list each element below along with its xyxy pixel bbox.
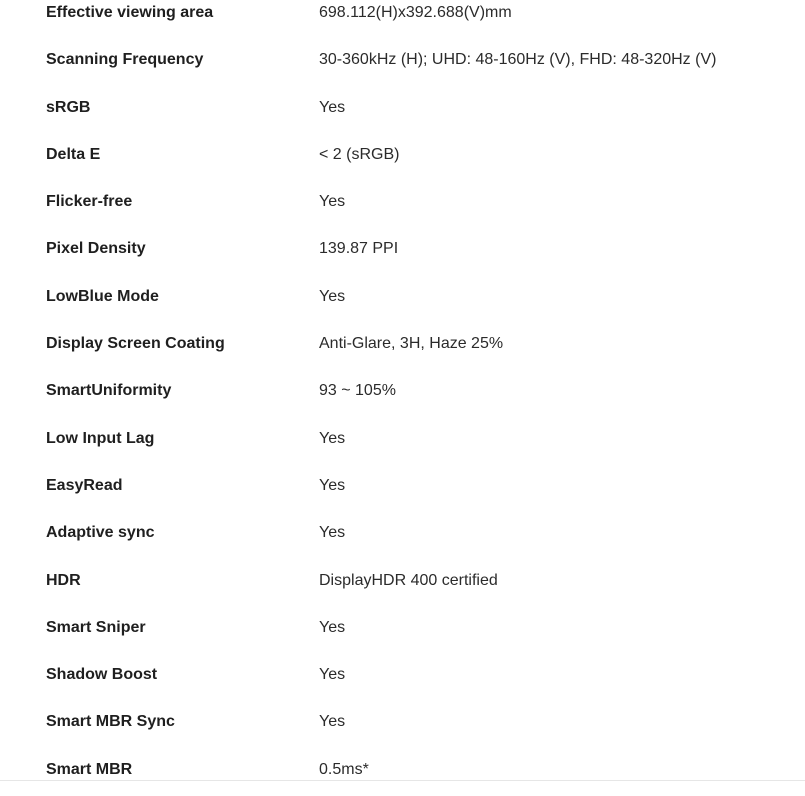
spec-value: Anti-Glare, 3H, Haze 25% (319, 335, 504, 353)
spec-label: Scanning Frequency (46, 51, 204, 69)
spec-row (0, 465, 805, 512)
spec-label: Adaptive sync (46, 524, 155, 542)
spec-value: < 2 (sRGB) (319, 145, 400, 163)
spec-label: Smart Sniper (46, 618, 146, 636)
spec-row (0, 418, 805, 465)
spec-value: 93 ~ 105% (319, 382, 396, 400)
spec-label: Pixel Density (46, 240, 146, 258)
spec-label: Smart MBR Sync (46, 713, 175, 731)
spec-row (0, 0, 805, 39)
spec-label: Effective viewing area (46, 4, 214, 21)
spec-row (0, 607, 805, 654)
spec-label: Flicker-free (46, 193, 133, 211)
spec-value: 30-360kHz (H); UHD: 48-160Hz (V), FHD: 48-320Hz (V) (319, 51, 717, 69)
spec-row (0, 323, 805, 370)
spec-row (0, 560, 805, 607)
spec-label: Smart MBR (46, 760, 133, 778)
spec-label: Display Screen Coating (46, 335, 225, 353)
spec-value: DisplayHDR 400 certified (319, 571, 498, 589)
spec-value: Yes (319, 524, 346, 542)
spec-label: EasyRead (46, 476, 123, 494)
spec-value: 139.87 PPI (319, 240, 399, 258)
spec-label: Shadow Boost (46, 666, 158, 684)
spec-value: Yes (319, 287, 346, 305)
spec-row (0, 701, 805, 748)
spec-row (0, 654, 805, 701)
spec-row (0, 228, 805, 275)
spec-value: Yes (319, 98, 346, 116)
spec-value: Yes (319, 476, 346, 494)
spec-label: LowBlue Mode (46, 287, 159, 305)
spec-label: Delta E (46, 145, 101, 163)
spec-value: Yes (319, 429, 346, 447)
spec-label: Low Input Lag (46, 429, 155, 447)
spec-label: sRGB (46, 98, 91, 116)
spec-value: 698.112(H)x392.688(V)mm (319, 4, 512, 21)
spec-label: SmartUniformity (46, 382, 172, 400)
spec-value: Yes (319, 618, 346, 636)
spec-label: HDR (46, 571, 81, 589)
spec-row (0, 181, 805, 228)
spec-row (0, 39, 805, 86)
spec-row (0, 87, 805, 134)
spec-row (0, 512, 805, 559)
spec-value: 0.5ms* (319, 760, 369, 778)
spec-value: Yes (319, 666, 346, 684)
bottom-divider (0, 780, 805, 781)
spec-value: Yes (319, 713, 346, 731)
spec-row (0, 370, 805, 417)
spec-row (0, 134, 805, 181)
spec-row (0, 749, 805, 796)
spec-value: Yes (319, 193, 346, 211)
spec-row (0, 276, 805, 323)
